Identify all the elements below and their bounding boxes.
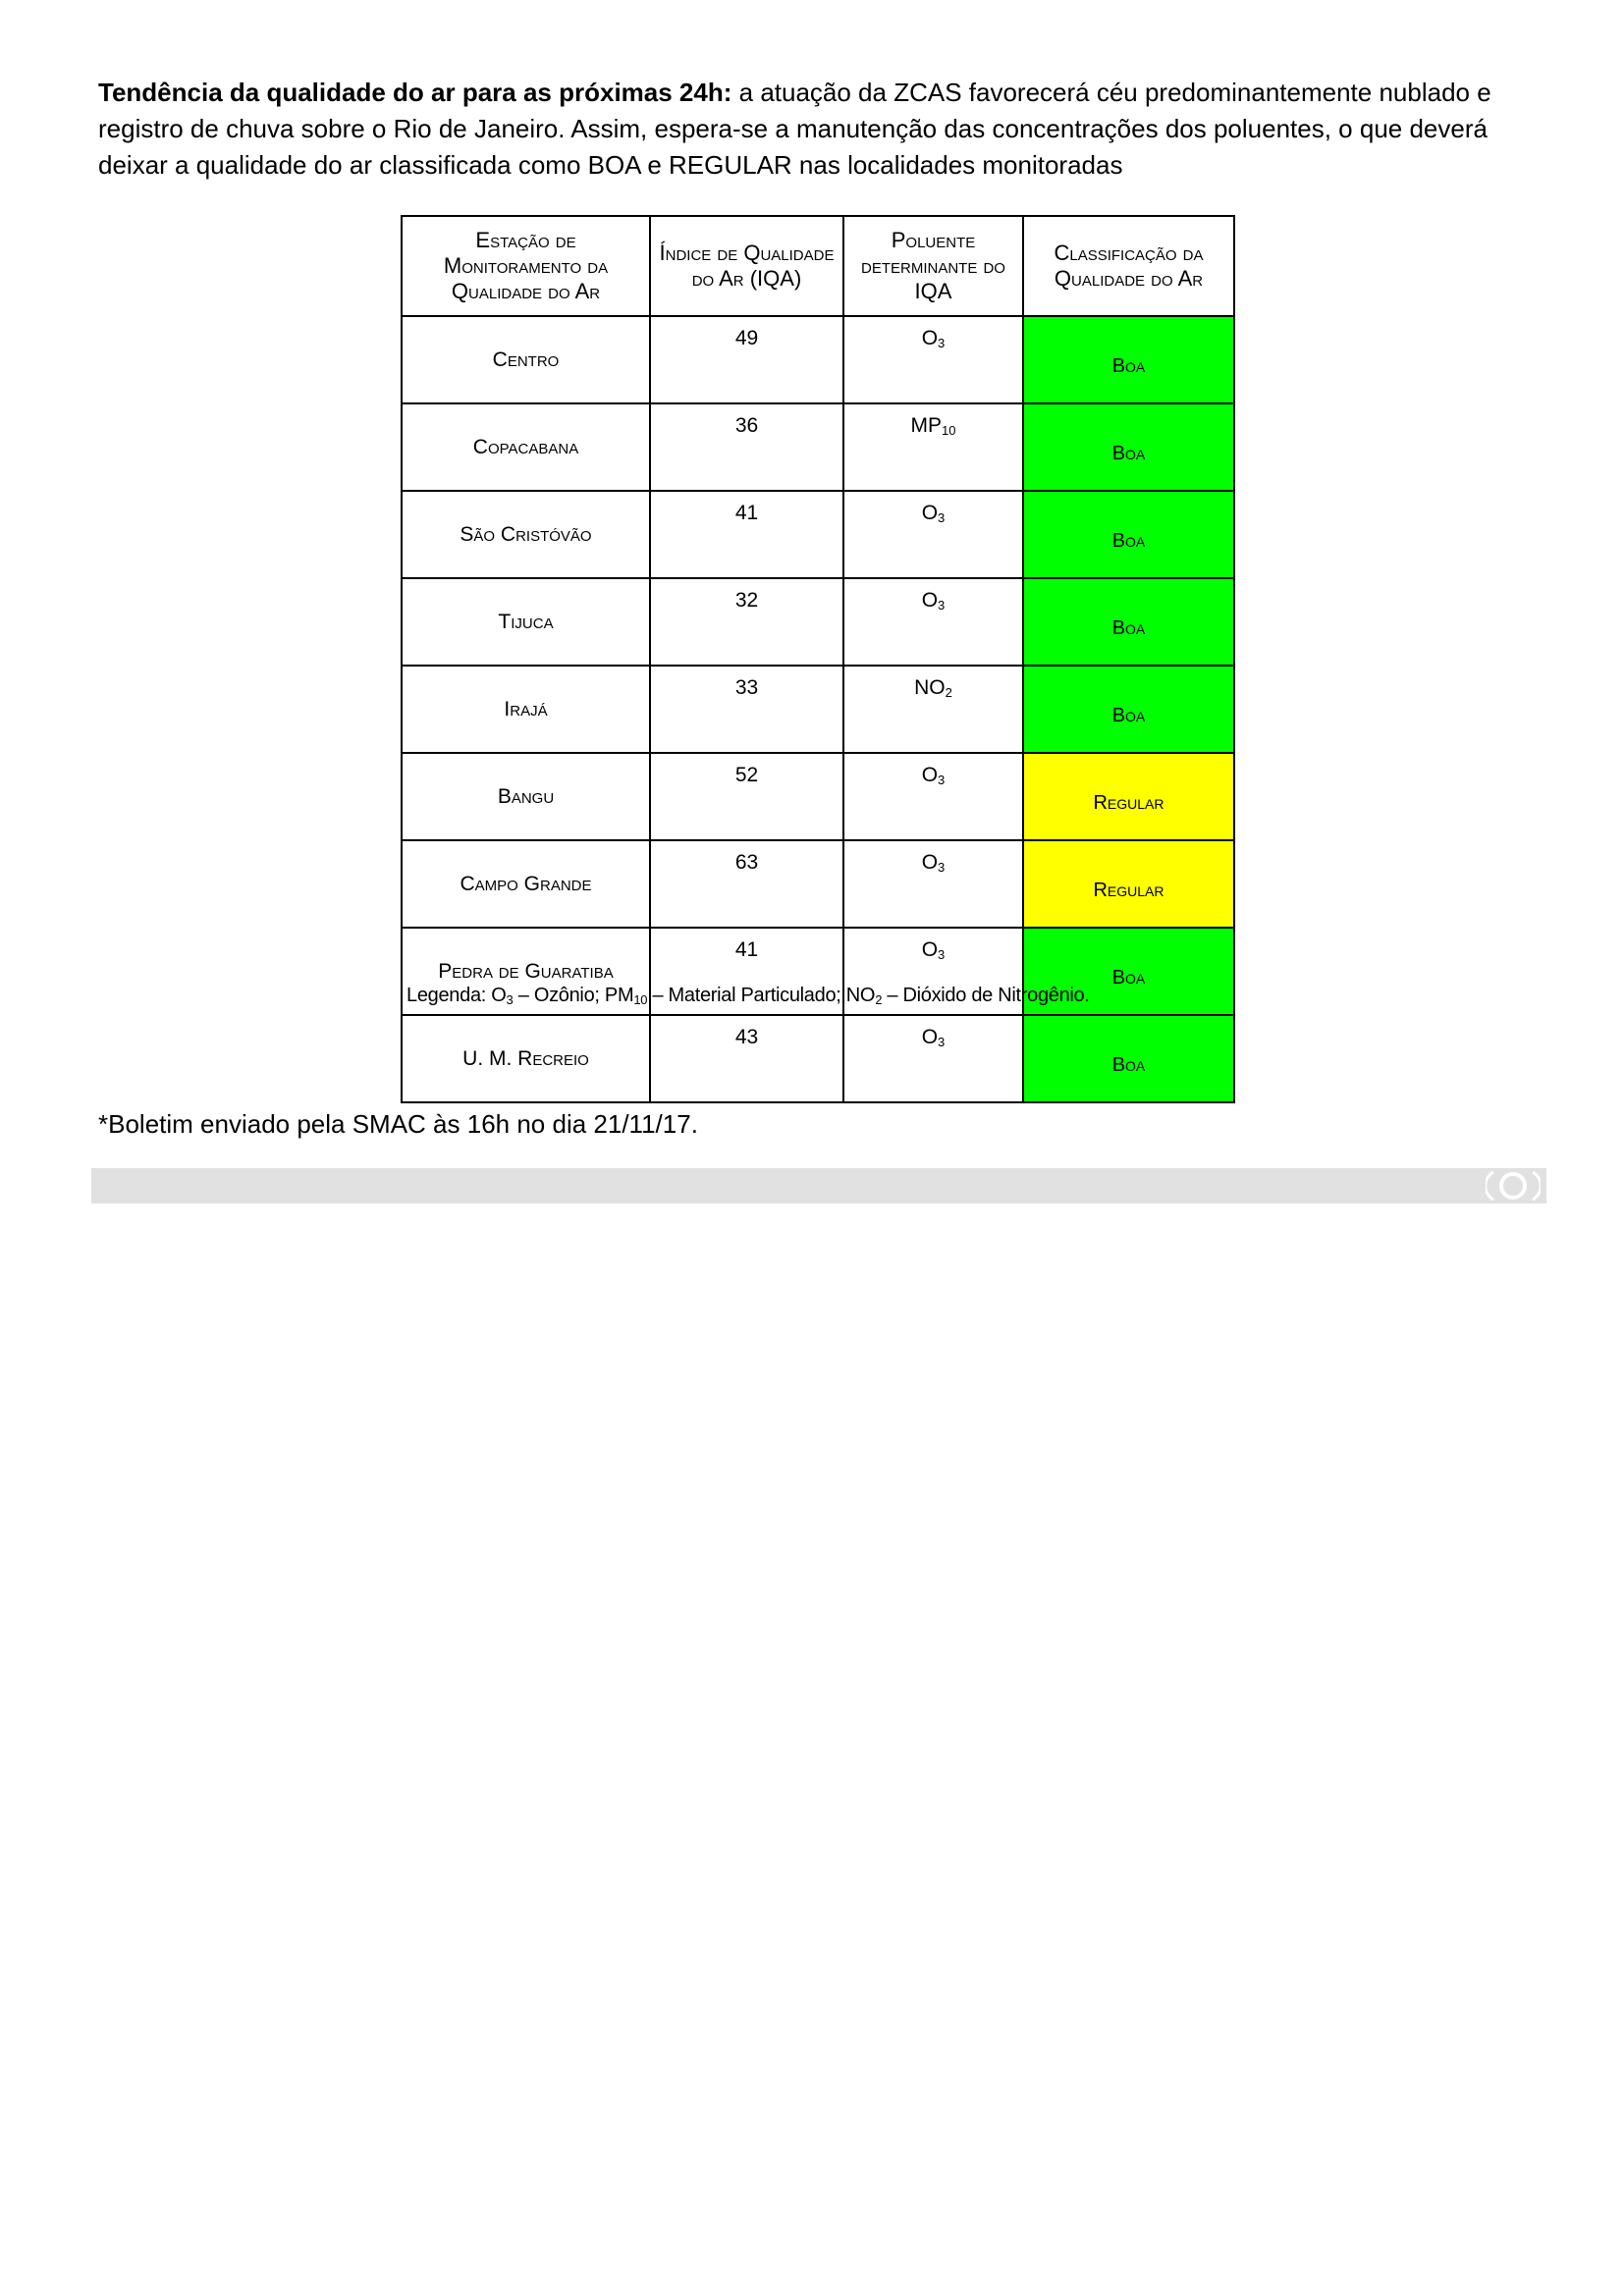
pollutant-subscript: 2 [945,685,952,700]
pollutant-formula: O [921,764,939,786]
pollutant-formula: MP [910,414,943,437]
station-name: Campo Grande [402,840,650,928]
pollutant-formula: O [921,938,939,961]
legend-sub: 10 [633,992,648,1007]
pollutant-subscript: 3 [938,510,946,525]
header-iqa: Índice de Qualidade do Ar (IQA) [650,216,843,316]
footer-bar [91,1168,1546,1203]
pollutant [843,1015,1023,1102]
pollutant-formula: O [921,1026,939,1048]
forecast-paragraph [98,75,1542,184]
pollutant-subscript: 3 [938,860,946,875]
table-row [402,666,1234,753]
table-row [402,403,1234,491]
iqa-value: 33 [650,666,843,753]
iqa-value: 41 [650,491,843,578]
table-header-row [402,216,1234,316]
table-row [402,578,1234,666]
air-quality-table [401,215,1235,1103]
iqa-value: 41 [650,928,843,1015]
pollutant-subscript: 3 [938,598,946,613]
iqa-value: 63 [650,840,843,928]
classification-badge: Boa [1023,1015,1234,1102]
pollutant-formula: NO [914,676,946,699]
pollutant [843,316,1023,403]
forecast-heading: Tendência da qualidade do ar para as próximas 24h: [98,78,732,107]
table-row [402,753,1234,840]
classification-badge: Boa [1023,403,1234,491]
pollutant [843,491,1023,578]
station-name: Copacabana [402,403,650,491]
pollutant-formula: O [921,589,939,612]
circle-logo-icon [1486,1168,1541,1203]
iqa-value: 32 [650,578,843,666]
station-name: U. M. Recreio [402,1015,650,1102]
station-name: Irajá [402,666,650,753]
classification-badge: Boa [1023,928,1234,1015]
iqa-value: 36 [650,403,843,491]
pollutant [843,578,1023,666]
header-pollutant: Poluente determinante do IQA [843,216,1023,316]
pollutant-subscript: 3 [938,773,946,787]
iqa-value: 43 [650,1015,843,1102]
legend-text: Legenda: O [406,985,507,1006]
iqa-value: 49 [650,316,843,403]
station-name: Tijuca [402,578,650,666]
legend-text: – Dióxido de Nitrogênio. [882,985,1090,1006]
station-name: Centro [402,316,650,403]
classification-badge: Regular [1023,840,1234,928]
pollutant-formula: O [921,502,939,524]
pollutant-subscript: 3 [938,336,946,350]
classification-badge: Boa [1023,491,1234,578]
header-station: Estação de Monitoramento da Qualidade do Ar [402,216,650,316]
pollutant-formula: O [921,327,939,349]
bulletin-note: *Boletim enviado pela SMAC às 16h no dia 21/11/17. [98,1109,698,1139]
pollutant [843,403,1023,491]
legend-text: – Ozônio; PM [513,985,634,1006]
table-row [402,491,1234,578]
forecast-text: a atuação da ZCAS favorecerá céu predominantemente nublado e registro de chuva sobre o Rio de Janeiro. Assim, espera-se a manutenção das concentrações dos poluentes, o que deverá deixar a qualidade do ar classificada como BOA e REGULAR nas localidades monitoradas [98,78,1491,180]
pollutant [843,753,1023,840]
header-classification: Classificação da Qualidade do Ar [1023,216,1234,316]
table-row [402,840,1234,928]
pollutant-subscript: 3 [938,1035,946,1049]
classification-badge: Regular [1023,753,1234,840]
legend-sub: 2 [875,992,883,1007]
table-row [402,1015,1234,1102]
classification-badge: Boa [1023,666,1234,753]
pollutant-subscript: 10 [942,423,956,438]
pollutant-formula: O [921,851,939,874]
table-row [402,316,1234,403]
pollutant-subscript: 3 [938,947,946,962]
pollutant [843,666,1023,753]
table-legend [406,985,1090,1007]
iqa-value: 52 [650,753,843,840]
legend-sub: 3 [506,992,514,1007]
classification-badge: Boa [1023,316,1234,403]
classification-badge: Boa [1023,578,1234,666]
station-name: São Cristóvão [402,491,650,578]
legend-text: – Material Particulado; NO [647,985,876,1006]
station-name: Pedra de Guaratiba [402,928,650,1015]
station-name: Bangu [402,753,650,840]
pollutant [843,840,1023,928]
